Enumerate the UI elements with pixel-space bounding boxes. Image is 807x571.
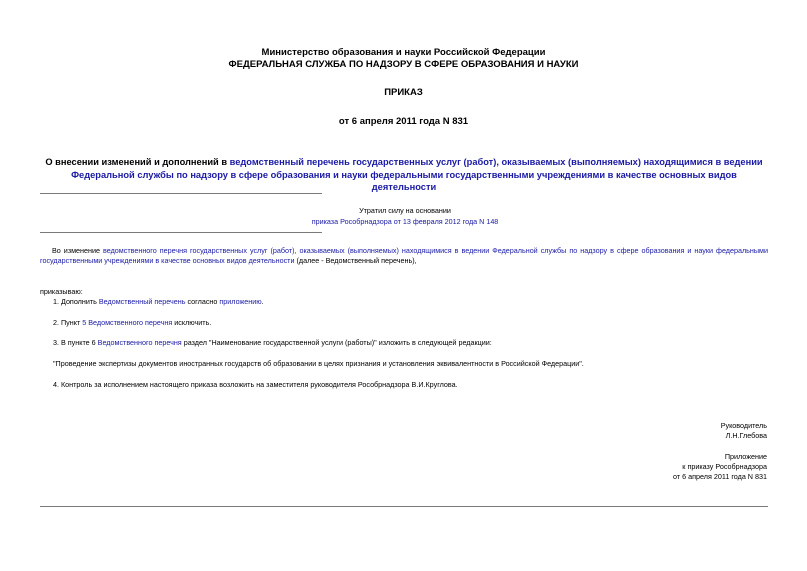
divider-notice [40, 232, 322, 233]
item-4: 4. Контроль за исполнением настоящего приказа возложить на заместителя руководителя Рособрнадзора В.И.Круглова. [53, 380, 458, 389]
intro-prefix: Во изменение [52, 246, 104, 255]
item-3-link[interactable]: Ведомственного перечня [97, 338, 182, 347]
item-1-text: 1. Дополнить [53, 297, 99, 306]
item-2-link[interactable]: 5 Ведомственного перечня [82, 318, 173, 327]
item-1-text-b: согласно [185, 297, 220, 306]
item-1 [53, 297, 264, 307]
repeal-notice-link[interactable]: приказа Рособрнадзора от 13 февраля 2012 года N 148 [311, 217, 499, 226]
item-1-link-appendix[interactable]: приложению [219, 297, 262, 306]
item-3-text-b: раздел "Наименование государственной услуги (работы)" изложить в следующей редакции: [181, 338, 492, 347]
title-link[interactable]: ведомственный перечень государственных услуг (работ), оказываемых (выполняемых) находящимися в ведении Федеральной службы по надзору в сфере образования и науки федеральными государственными учреждениями в качестве основных видов деятельности [71, 157, 763, 192]
doc-type: ПРИКАЗ [384, 87, 423, 98]
intro-paragraph [40, 246, 768, 266]
signature-position: Руководитель [720, 421, 767, 430]
item-3-quote: "Проведение экспертизы документов иностранных государств об образовании в целях признания и установления эквивалентности в Российской Федерации". [53, 359, 584, 368]
ministry-name: Министерство образования и науки Российской Федерации [261, 47, 546, 58]
item-2 [53, 318, 211, 328]
divider-bottom [40, 506, 768, 507]
service-name: ФЕДЕРАЛЬНАЯ СЛУЖБА ПО НАДЗОРУ В СФЕРЕ ОБРАЗОВАНИЯ И НАУКИ [228, 59, 579, 70]
intro-suffix: (далее - Ведомственный перечень), [294, 256, 417, 265]
divider-top [40, 193, 322, 194]
appendix-ref: к приказу Рособрнадзора [682, 462, 767, 471]
order-word: приказываю: [40, 287, 83, 296]
intro-link[interactable]: ведомственного перечня государственных услуг (работ), оказываемых (выполняемых) находящимися в ведении Федеральной службы по надзору в сфере образования и науки федеральными государственными учреждениями в качестве основных видов деятельности [40, 246, 768, 265]
item-1-link-list[interactable]: Ведомственный перечень [98, 297, 186, 306]
item-2-text: 2. Пункт [53, 318, 83, 327]
appendix-date: от 6 апреля 2011 года N 831 [673, 472, 767, 481]
title-prefix: О внесении изменений и дополнений в [45, 157, 230, 167]
document-title [40, 156, 768, 194]
repeal-notice-line: Утратил силу на основании [359, 206, 451, 215]
item-2-text-b: исключить. [172, 318, 212, 327]
item-3-text: 3. В пункте 6 [53, 338, 98, 347]
doc-date: от 6 апреля 2011 года N 831 [338, 116, 469, 127]
item-3 [53, 338, 492, 348]
signature-name: Л.Н.Глебова [725, 431, 767, 440]
appendix-title: Приложение [724, 452, 767, 461]
item-1-text-c: . [261, 297, 264, 306]
